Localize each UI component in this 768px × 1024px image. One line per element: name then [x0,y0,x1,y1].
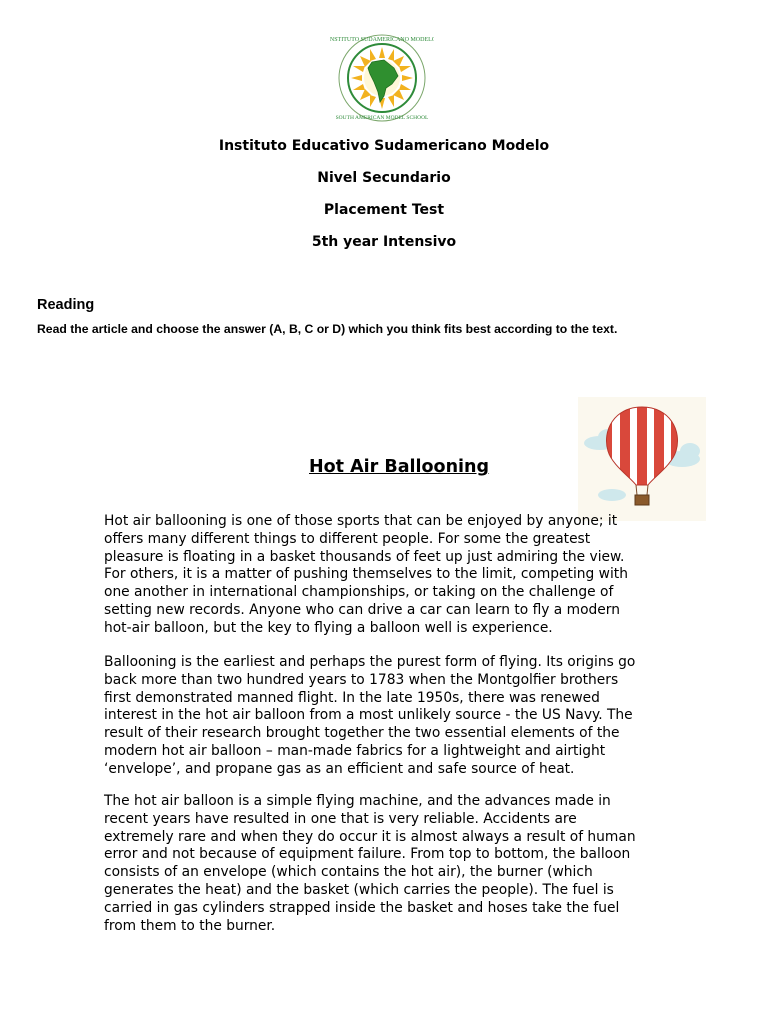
svg-text:INSTITUTO SUDAMERICANO MODELO: INSTITUTO SUDAMERICANO MODELO [330,37,434,43]
paragraph-line: setting new records. Anyone who can drive a car can learn to fly a modern [104,601,620,618]
paragraph-line: result of their research brought together the two essential elements of the [104,725,620,742]
paragraph-line: interest in the hot air balloon from a most unlikely source - the US Navy. The [104,707,633,724]
paragraph-line: one another in international championships, or taking on the challenge of [104,584,614,601]
article-title: Hot Air Ballooning [309,457,490,477]
school-seal-icon [330,33,434,123]
paragraph-line: first demonstrated manned flight. In the late 1950s, there was renewed [104,689,600,706]
section-title: Reading [37,297,95,313]
paragraph-line: For others, it is a matter of pushing themselves to the limit, competing with [104,566,628,583]
svg-text:SOUTH AMERICAN MODEL SCHOOL: SOUTH AMERICAN MODEL SCHOOL [335,115,429,121]
paragraph-line: hot-air balloon, but the key to flying a balloon well is experience. [104,619,553,636]
test-name: Placement Test [323,202,445,218]
paragraph-line: generates the heat) and the basket (which carries the people). The fuel is [104,881,614,898]
paragraph-line: error and not because of equipment failure. From top to bottom, the balloon [104,846,631,863]
level-name: Nivel Secundario [317,170,451,186]
paragraph-line: modern hot air balloon – man-made fabrics for a lightweight and airtight [104,742,606,759]
balloon-illustration [578,397,706,521]
paragraph-line: consists of an envelope (which contains the hot air), the burner (which [104,864,593,881]
paragraph-line: recent years have resulted in one that is very reliable. Accidents are [104,810,577,827]
article-paragraph-2 [104,654,704,779]
instructions-text: Read the article and choose the answer (A, B, C or D) which you think fits best according to the text. [37,322,618,336]
article-paragraph-3 [104,793,704,935]
paragraph-line: ‘envelope’, and propane gas as an efficient and safe source of heat. [104,760,575,777]
paragraph-line: from them to the burner. [104,917,276,934]
paragraph-line: Hot air ballooning is one of those sports that can be enjoyed by anyone; it [104,513,618,529]
school-name: Instituto Educativo Sudamericano Modelo [218,138,550,154]
paragraph-line: back more than two hundred years to 1783 when the Montgolfier brothers [104,671,619,688]
paragraph-line: offers many different things to different people. For some the greatest [104,530,591,547]
paragraph-line: extremely rare and when they do occur it is almost always a result of human [104,828,636,845]
hot-air-balloon-icon [578,397,706,521]
paragraph-line: carried in gas cylinders strapped inside the basket and hoses take the fuel [104,899,620,916]
school-logo [330,33,434,123]
paragraph-line: pleasure is floating in a basket thousands of feet up just admiring the view. [104,548,625,565]
paragraph-line: Ballooning is the earliest and perhaps the purest form of flying. Its origins go [104,654,636,670]
article-paragraph-1 [104,513,704,638]
paragraph-line: The hot air balloon is a simple flying machine, and the advances made in [104,793,611,809]
course-name: 5th year Intensivo [311,234,457,250]
